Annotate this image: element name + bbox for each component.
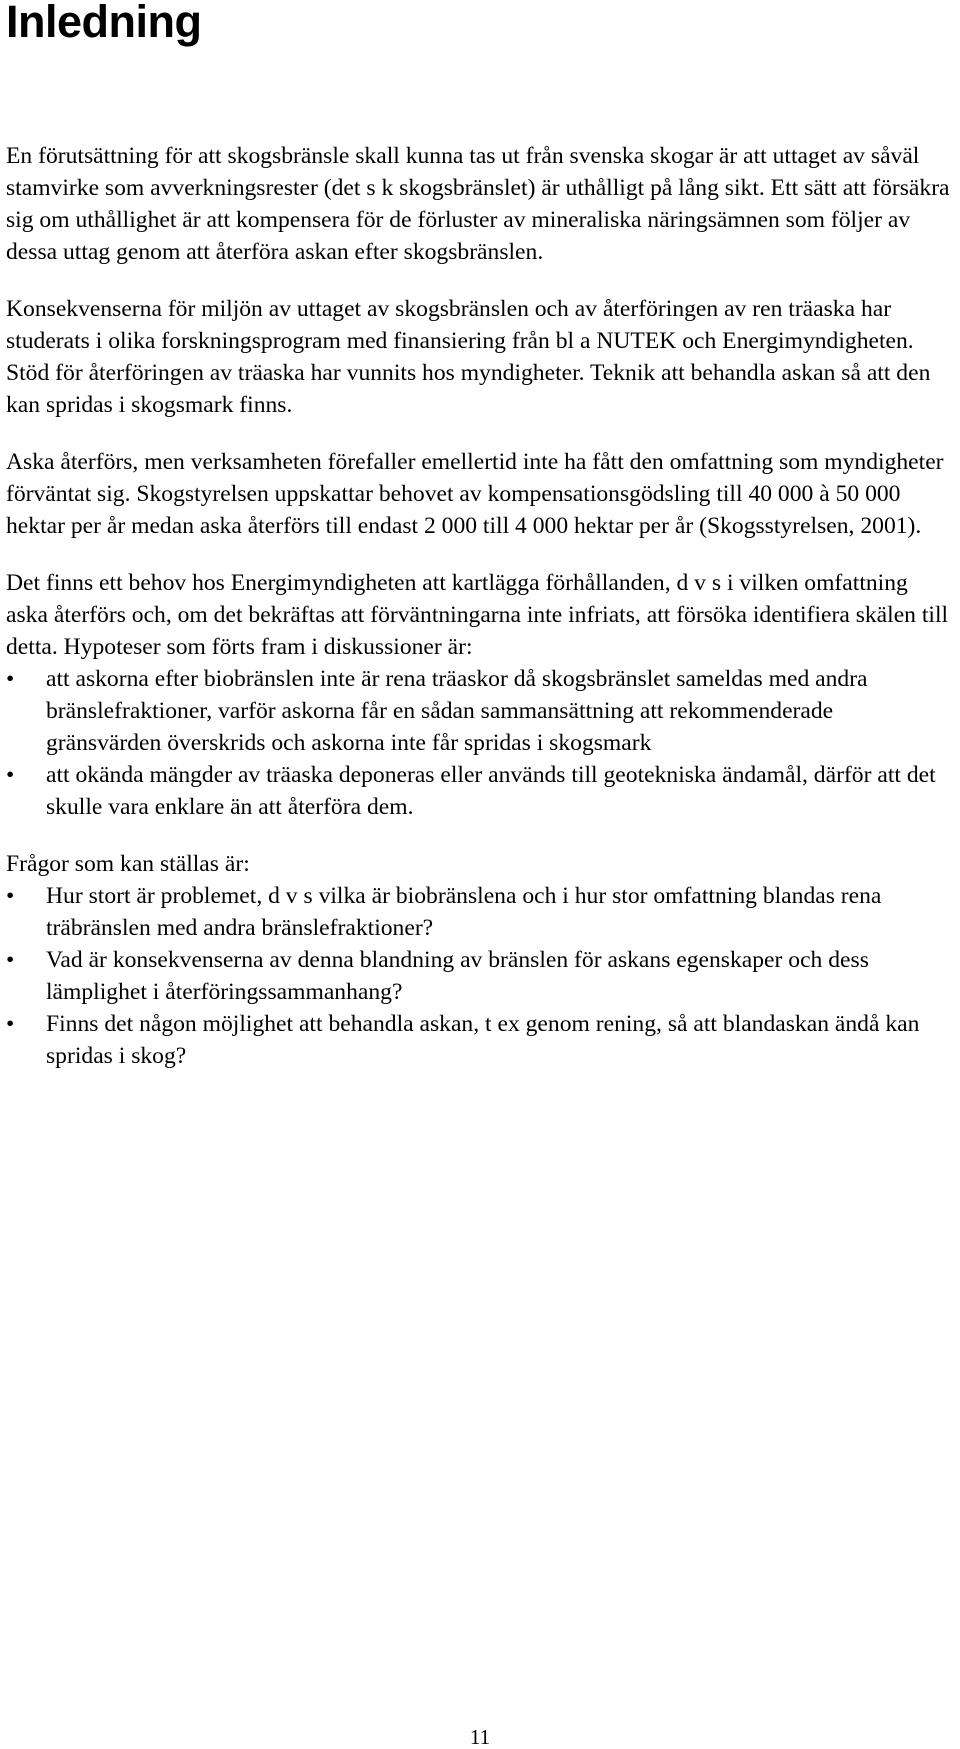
bullet-icon: • [6, 762, 15, 788]
list-item-text: att askorna efter biobränslen inte är rena träaskor då skogsbränslet sameldas med andra bränslefraktioner, varför askorna får en sådan sammansättning att rekommenderade gränsvärden överskrids och askorna inte får spridas i skogsmark [46, 666, 868, 756]
page-number: 11 [469, 1725, 491, 1749]
hypotheses-list [6, 663, 954, 823]
list-item-text: Finns det någon möjlighet att behandla askan, t ex genom rening, så att blandaskan ändå kan spridas i skog? [46, 1011, 920, 1069]
bullet-icon: • [6, 883, 15, 909]
questions-list [6, 880, 954, 1072]
paragraph-hypotheses-intro: Det finns ett behov hos Energimyndigheten att kartlägga förhållanden, d v s i vilken omfattning aska återförs och, om det bekräftas att förväntningarna inte infriats, att försöka identifiera skälen till detta. Hypoteser som förts fram i diskussioner är: [6, 570, 949, 660]
list-item [6, 880, 954, 944]
list-item [6, 1008, 954, 1072]
list-item [6, 663, 954, 759]
list-item-text: Hur stort är problemet, d v s vilka är biobränslena och i hur stor omfattning blandas rena träbränslen med andra bränslefraktioner? [46, 883, 882, 941]
bullet-icon: • [6, 947, 15, 973]
list-item [6, 759, 954, 823]
paragraph-ash-return: Aska återförs, men verksamheten förefaller emellertid inte ha fått den omfattning som myndigheter förväntat sig. Skogstyrelsen uppskattar behovet av kompensationsgödsling till 40 000 à 50 000 hektar per år medan aska återförs till endast 2 000 till 4 000 hektar per år (Skogsstyrelsen, 2001). [6, 449, 944, 539]
paragraph-intro: En förutsättning för att skogsbränsle skall kunna tas ut från svenska skogar är att uttaget av såväl stamvirke som avverkningsrester (det s k skogsbränslet) är uthålligt på lång sikt. Ett sätt att försäkra sig om uthållighet är att kompensera för de förluster av mineraliska näringsämnen som följer av dessa uttag genom att återföra askan efter skogsbränslen. [6, 143, 950, 265]
bullet-icon: • [6, 666, 15, 692]
list-item-text: att okända mängder av träaska deponeras eller används till geotekniska ändamål, därför att det skulle vara enklare än att återföra dem. [46, 762, 936, 820]
body-text [6, 140, 954, 1097]
bullet-icon: • [6, 1011, 15, 1037]
list-item [6, 944, 954, 1008]
list-item-text: Vad är konsekvenserna av denna blandning av bränslen för askans egenskaper och dess lämplighet i återföringssammanhang? [46, 947, 869, 1005]
page-title: Inledning [6, 0, 202, 47]
paragraph-consequences: Konsekvenserna för miljön av uttaget av skogsbränslen och av återföringen av ren träaska har studerats i olika forskningsprogram med finansiering från bl a NUTEK och Energimyndigheten. Stöd för återföringen av träaska har vunnits hos myndigheter. Teknik att behandla askan så att den kan spridas i skogsmark finns. [6, 296, 931, 418]
questions-intro: Frågor som kan ställas är: [6, 851, 250, 877]
